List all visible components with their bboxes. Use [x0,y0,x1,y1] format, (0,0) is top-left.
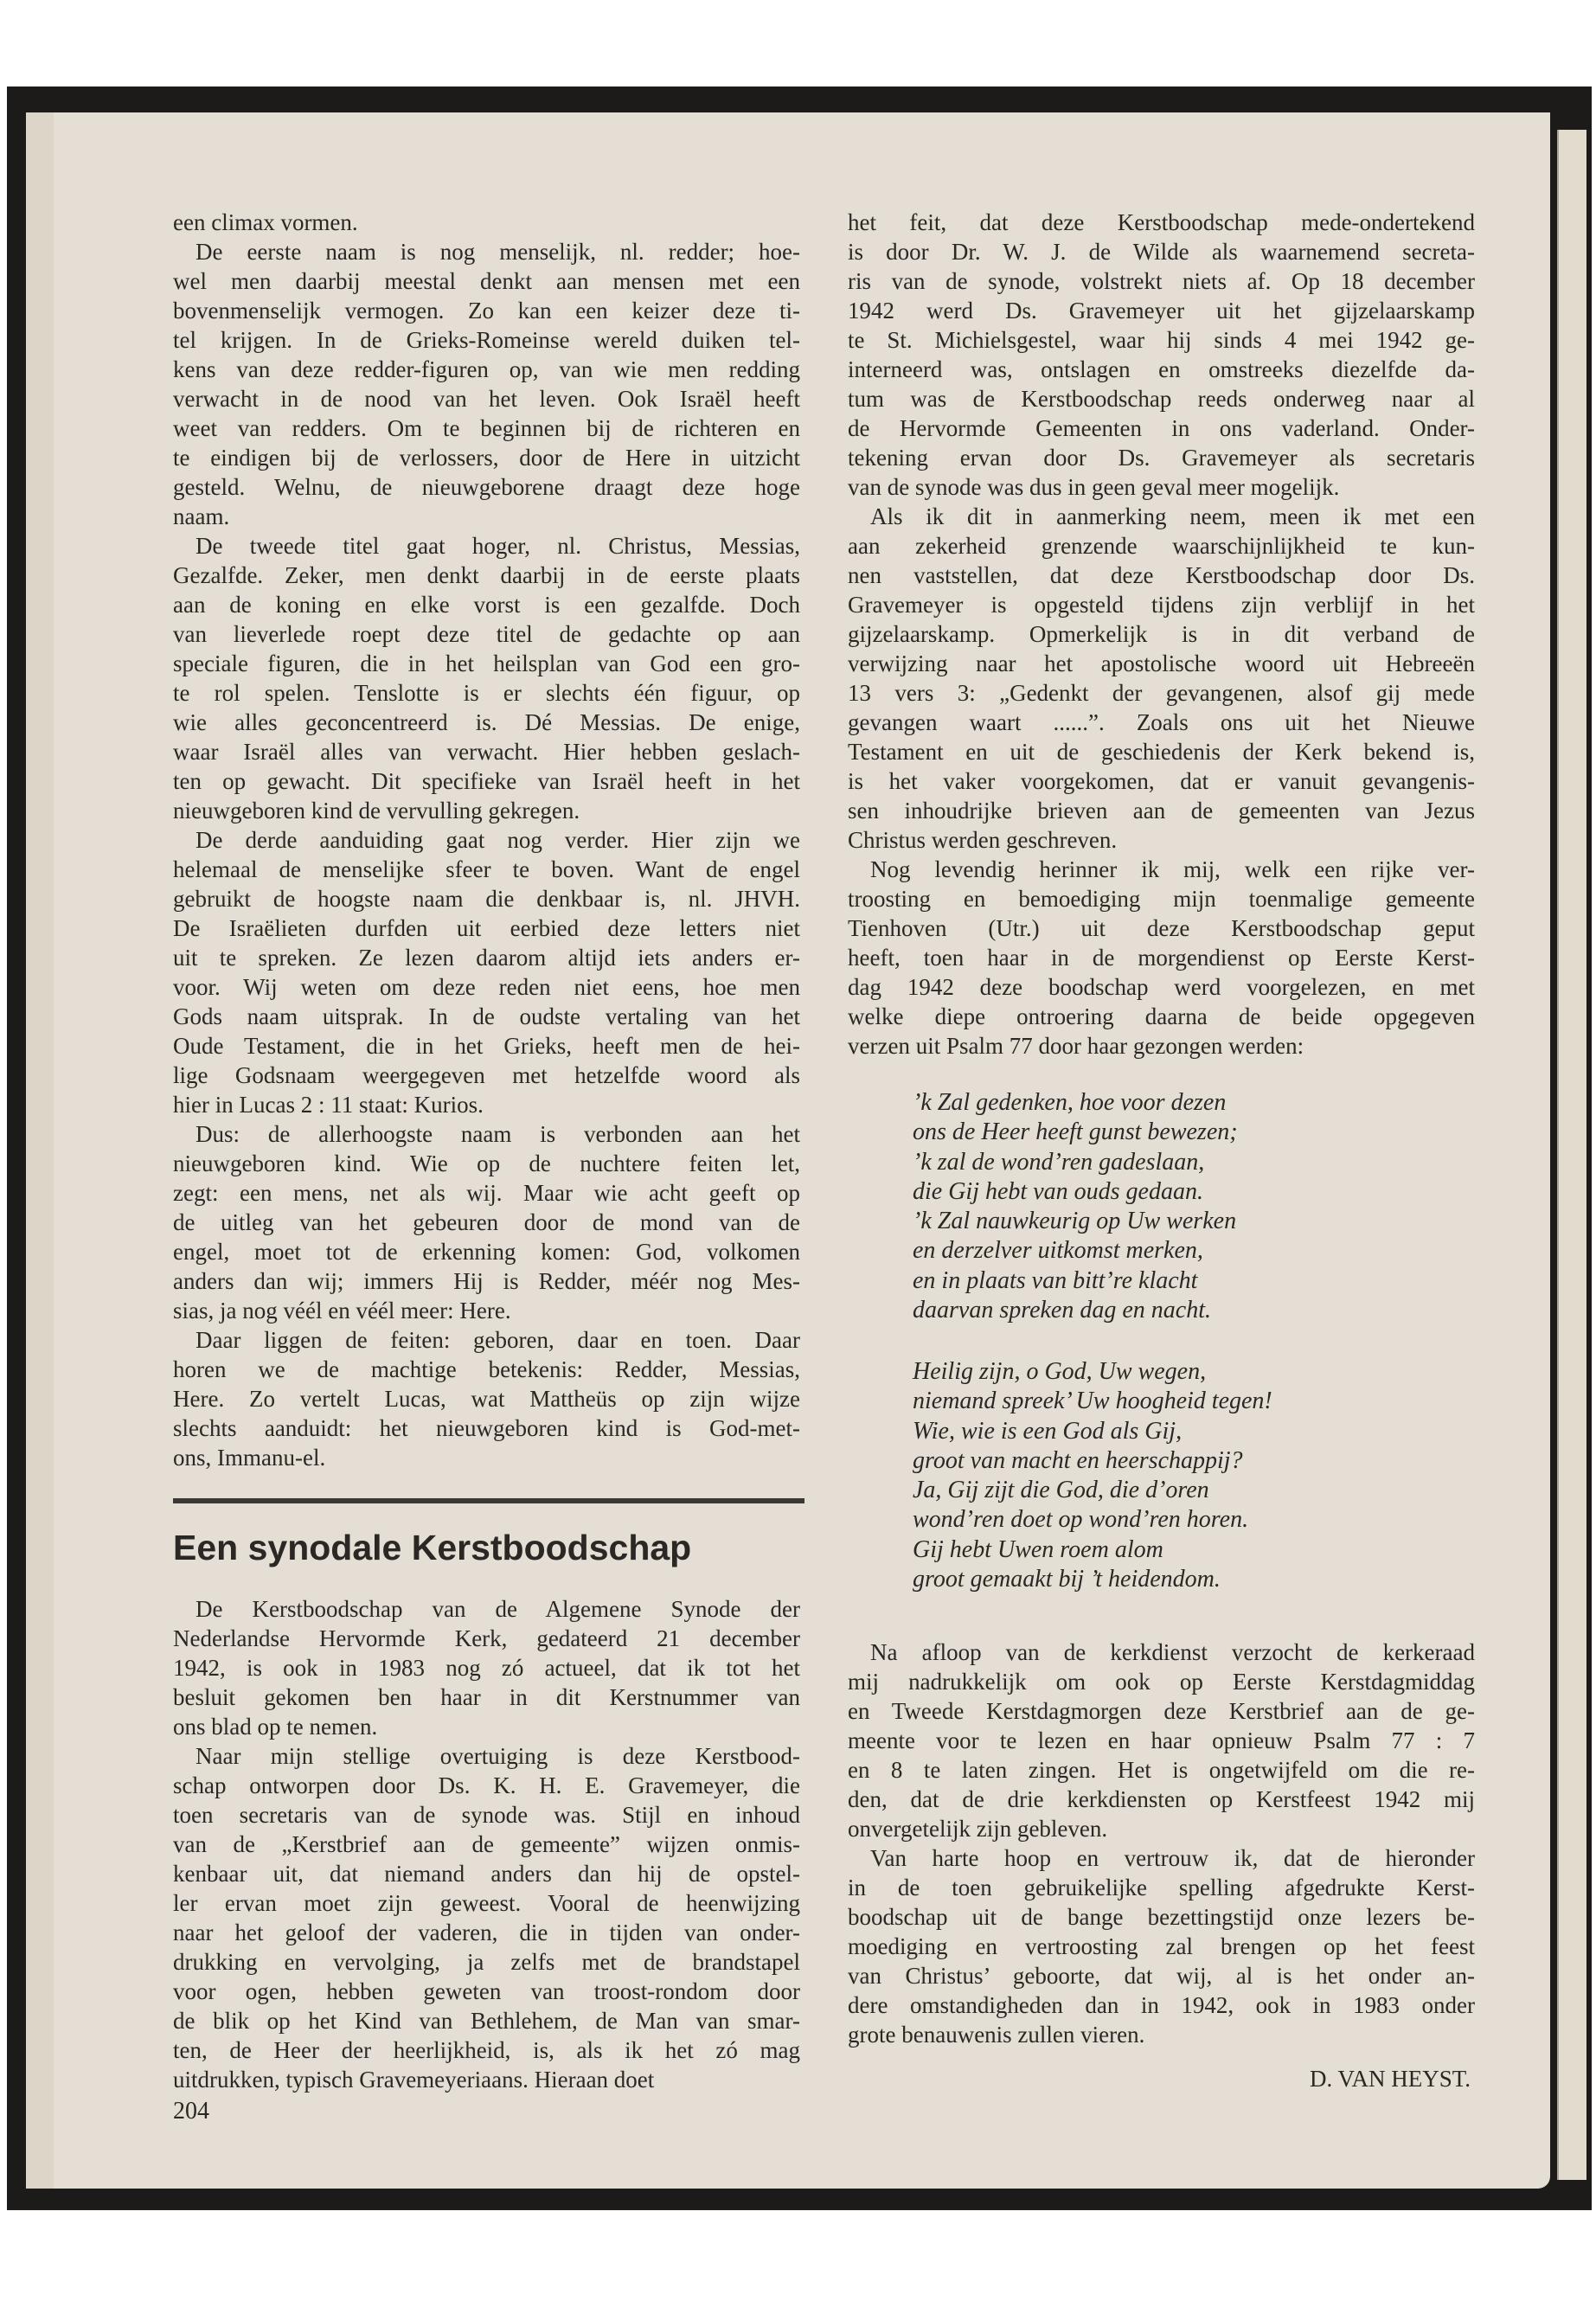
text-line: Van harte hoop en vertrouw ik, dat de hieronder [870,1845,1475,1871]
text-line: van Christus’ geboorte, dat wij, al is het onder an- [848,1963,1475,1989]
text-line: interneerd was, ontslagen en omstreeks diezelfde da- [848,356,1475,382]
poem-line: niemand spreek’ Uw hoogheid tegen! [913,1388,1272,1415]
text-line: Daar liggen de feiten: geboren, daar en toen. Daar [195,1327,800,1353]
left-column-article-start [173,1594,800,2094]
text-line: gebruikt de hoogste naam die denkbaar is, nl. JHVH. [173,886,800,912]
page-gutter [26,112,54,2189]
text-line: helemaal de menselijke sfeer te boven. Want de engel [173,856,800,882]
text-line: ris van de synode, volstrekt niets af. Op 18 december [848,268,1475,294]
poem-line: die Gij hebt van ouds gedaan. [913,1177,1203,1205]
text-line: gijzelaarskamp. Opmerkelijk is in dit verband de [848,621,1475,647]
text-line: naar het geloof der vaderen, die in tijden van onder- [173,1920,800,1945]
poem-line: wond’ren doet op wond’ren horen. [913,1506,1249,1534]
text-line: ten, de Heer der heerlijkheid, is, als ik het zó mag [173,2037,800,2063]
text-line: Na afloop van de kerkdienst verzocht de kerkeraad [870,1639,1475,1665]
next-page-edge [1557,130,1586,2180]
text-line: dere omstandigheden dan in 1942, ook in 1983 onder [848,1992,1475,2018]
poem-line: groot van macht en heerschappij? [913,1446,1243,1474]
text-line: weet van redders. Om te beginnen bij de richteren en [173,415,800,441]
text-line: meente voor te lezen en haar opnieuw Psalm 77 : 7 [848,1727,1475,1753]
text-line: te St. Michielsgestel, waar hij sinds 4 mei 1942 ge- [848,327,1475,353]
text-line: de blik op het Kind van Bethlehem, de Man van smar- [173,2008,800,2034]
text-line: dag 1942 deze boodschap werd voorgelezen, en met [848,974,1475,1000]
text-line: uitdrukken, typisch Gravemeyeriaans. Hieraan doet [173,2067,655,2093]
text-line: bovenmenselijk vermogen. Zo kan een keizer deze ti- [173,298,800,324]
text-line: en 8 te laten zingen. Het is ongetwijfeld om die re- [848,1757,1475,1783]
text-line: Als ik dit in aanmerking neem, meen ik met een [870,503,1475,529]
poem-line: ’k Zal gedenken, hoe voor dezen [913,1089,1227,1116]
text-line: gesteld. Welnu, de nieuwgeborene draagt deze hoge [173,474,800,500]
text-line: nieuwgeboren kind de vervulling gekregen. [173,798,580,824]
text-line: kenbaar uit, dat niemand anders dan hij de opstel- [173,1861,800,1887]
text-line: verwacht in de nood van het leven. Ook Israël heeft [173,386,800,412]
text-line: toen secretaris van de synode was. Stijl en inhoud [173,1802,800,1828]
poem-line: Gij hebt Uwen roem alom [913,1535,1163,1563]
text-line: 13 vers 3: „Gedenkt der gevangenen, alsof gij mede [848,680,1475,706]
text-line: troosting en bemoediging mijn toenmalige gemeente [848,886,1475,912]
text-line: lige Godsnaam weergegeven met hetzelfde woord als [173,1062,800,1088]
poem-stanza [913,1088,1238,1325]
poem-stanza [913,1357,1272,1594]
text-line: uit te spreken. Ze lezen daarom altijd iets anders er- [173,945,800,971]
text-line: hier in Lucas 2 : 11 staat: Kurios. [173,1092,484,1118]
text-line: van de synode was dus in geen geval meer mogelijk. [848,474,1340,500]
text-line: besluit gekomen ben haar in dit Kerstnummer van [173,1684,800,1710]
text-line: en Tweede Kerstdagmorgen deze Kerstbrief aan de ge- [848,1698,1475,1724]
text-line: sias, ja nog véél en véél meer: Here. [173,1298,511,1324]
poem-line: en derzelver uitkomst merken, [913,1237,1203,1265]
text-line: verzen uit Psalm 77 door haar gezongen werden: [848,1033,1304,1059]
text-line: Testament en uit de geschiedenis der Kerk bekend is, [848,739,1475,765]
text-line: grote benauwenis zullen vieren. [848,2022,1145,2048]
poem-line: Ja, Gij zijt die God, die d’oren [913,1477,1209,1504]
text-line: welke diepe ontroering daarna de beide opgegeven [848,1003,1475,1029]
text-line: anders dan wij; immers Hij is Redder, méér nog Mes- [173,1268,800,1294]
poem-line: ons de Heer heeft gunst bewezen; [913,1118,1238,1146]
text-line: verwijzing naar het apostolische woord uit Hebreeën [848,651,1475,676]
text-line: aan de koning en elke vorst is een gezalfde. Doch [173,592,800,618]
poem-line: daarvan spreken dag en nacht. [913,1297,1211,1324]
text-line: wel men daarbij meestal denkt aan mensen met een [173,268,800,294]
text-line: Oude Testament, die in het Grieks, heeft men de hei- [173,1033,800,1059]
text-line: mij nadrukkelijk om ook op Eerste Kerstdagmiddag [848,1669,1475,1695]
text-line: De Israëlieten durfden uit eerbied deze letters niet [173,915,800,941]
text-line: Here. Zo vertelt Lucas, wat Mattheüs op zijn wijze [173,1386,800,1412]
text-line: De eerste naam is nog menselijk, nl. redder; hoe- [195,239,800,265]
text-line: ons, Immanu-el. [173,1445,326,1471]
text-line: een climax vormen. [173,209,358,235]
author-signature: D. VAN HEYST. [1309,2066,1471,2092]
text-line: is het vaker voorgekomen, dat er vanuit gevangenis- [848,768,1475,794]
text-line: onvergetelijk zijn gebleven. [848,1816,1108,1842]
text-line: nen vaststellen, dat deze Kerstboodschap door Ds. [848,562,1475,588]
text-line: Gezalfde. Zeker, men denkt daarbij in de eerste plaats [173,562,800,588]
section-divider [173,1498,804,1503]
text-line: waar Israël alles van verwacht. Hier hebben geslach- [173,739,800,765]
poem-line: en in plaats van bitt’re klacht [913,1266,1198,1294]
poem-line: groot gemaakt bij ’t heidendom. [913,1566,1221,1593]
text-line: moediging en vertroosting zal brengen op het feest [848,1933,1475,1959]
text-line: tum was de Kerstboodschap reeds onderweg naar al [848,386,1475,412]
text-line: boodschap uit de bange bezettingstijd onze lezers be- [848,1904,1475,1930]
text-line: tel krijgen. In de Grieks-Romeinse wereld duiken tel- [173,327,800,353]
text-line: schap ontworpen door Ds. K. H. E. Gravemeyer, die [173,1772,800,1798]
text-line: te rol spelen. Tenslotte is er slechts één figuur, op [173,680,800,706]
text-line: aan zekerheid grenzende waarschijnlijkheid te kun- [848,533,1475,559]
text-line: De Kerstboodschap van de Algemene Synode der [195,1596,800,1622]
text-line: heeft, toen haar in de morgendienst op Eerste Kerst- [848,945,1475,971]
text-line: drukking en vervolging, ja zelfs met de brandstapel [173,1949,800,1975]
page-number: 204 [173,2098,209,2125]
text-line: voor ogen, hebben geweten van troost-rondom door [173,1978,800,2004]
text-line: van de „Kerstbrief aan de gemeente” wijzen onmis- [173,1831,800,1857]
text-line: Naar mijn stellige overtuiging is deze Kerstbood- [195,1743,800,1769]
text-line: speciale figuren, die in het heilsplan van God een gro- [173,651,800,676]
text-line: horen we de machtige betekenis: Redder, Messias, [173,1356,800,1382]
text-line: 1942, is ook in 1983 nog zó actueel, dat ik tot het [173,1655,800,1681]
text-line: gevangen waart ......”. Zoals ons uit het Nieuwe [848,709,1475,735]
text-line: Gravemeyer is opgesteld tijdens zijn verblijf in het [848,592,1475,618]
text-line: de Hervormde Gemeenten in ons vaderland. Onder- [848,415,1475,441]
article-heading: Een synodale Kerstboodschap [173,1528,692,1567]
text-line: Nog levendig herinner ik mij, welk een rijke ver- [870,856,1475,882]
text-line: ten op gewacht. Dit specifieke van Israël heeft in het [173,768,800,794]
poem-line: Wie, wie is een God als Gij, [913,1417,1183,1445]
text-line: het feit, dat deze Kerstboodschap mede-ondertekend [848,209,1475,235]
text-line: Nederlandse Hervormde Kerk, gedateerd 21 december [173,1625,800,1651]
text-line: te eindigen bij de verlossers, door de Here in uitzicht [173,445,800,471]
poem-line: Heilig zijn, o God, Uw wegen, [913,1358,1207,1385]
text-line: slechts aanduidt: het nieuwgeboren kind is God-met- [173,1415,800,1441]
left-column-article-end [173,208,800,1472]
text-line: Dus: de allerhoogste naam is verbonden aan het [195,1121,800,1147]
text-line: van lieverlede roept deze titel de gedachte op aan [173,621,800,647]
text-line: kens van deze redder-figuren op, van wie men redding [173,356,800,382]
text-line: Christus werden geschreven. [848,827,1118,853]
text-line: den, dat de drie kerkdiensten op Kerstfeest 1942 mij [848,1786,1475,1812]
text-line: Tienhoven (Utr.) uit deze Kerstboodschap geput [848,915,1475,941]
text-line: in de toen gebruikelijke spelling afgedrukte Kerst- [848,1875,1475,1900]
right-column-text [848,208,1475,1061]
text-line: zegt: een mens, net als wij. Maar wie acht geeft op [173,1180,800,1206]
text-line: engel, moet tot de erkenning komen: God, volkomen [173,1239,800,1265]
text-line: De tweede titel gaat hoger, nl. Christus, Messias, [195,533,800,559]
text-line: voor. Wij weten om deze reden niet eens, hoe men [173,974,800,1000]
text-line: 1942 werd Ds. Gravemeyer uit het gijzelaarskamp [848,298,1475,324]
text-line: wie alles geconcentreerd is. Dé Messias. De enige, [173,709,800,735]
text-line: is door Dr. W. J. de Wilde als waarnemend secreta- [848,239,1475,265]
text-line: tekening ervan door Ds. Gravemeyer als secretaris [848,445,1475,471]
poem-line: ’k Zal nauwkeurig op Uw werken [913,1208,1237,1235]
text-line: nieuwgeboren kind. Wie op de nuchtere feiten let, [173,1150,800,1176]
text-line: naam. [173,503,230,529]
text-line: de uitleg van het gebeuren door de mond van de [173,1209,800,1235]
text-line: Gods naam uitsprak. In de oudste vertaling van het [173,1003,800,1029]
poem-line: ’k zal de wond’ren gadeslaan, [913,1148,1205,1176]
text-line: De derde aanduiding gaat nog verder. Hier zijn we [195,827,800,853]
text-line: ler ervan moet zijn geweest. Vooral de heenwijzing [173,1890,800,1916]
text-line: sen inhoudrijke brieven aan de gemeenten van Jezus [848,798,1475,824]
right-column-closing [848,1638,1475,2049]
text-line: ons blad op te nemen. [173,1714,378,1740]
